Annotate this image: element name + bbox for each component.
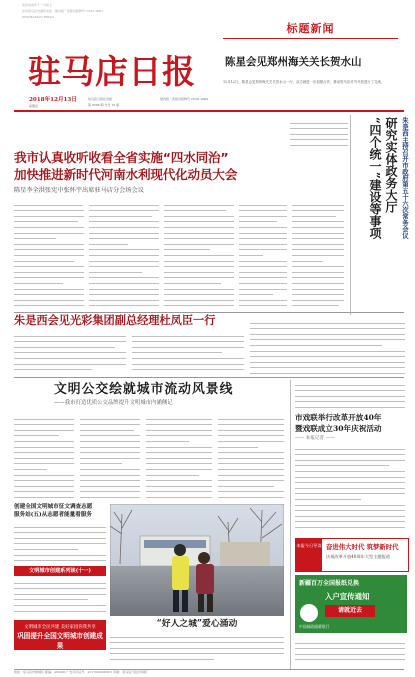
second-story-title[interactable]: 朱是西会见光彩集团副总经理杜凤臣一行 [14, 314, 216, 327]
feature-photo-caption: “好人之城”爱心涌动 [156, 619, 238, 629]
ad-2[interactable] [295, 575, 407, 633]
lunar-line: 农历戊戌年十一月初七 [22, 3, 53, 7]
right-story [354, 115, 409, 315]
ad-1-title: 奋进伟大时代 筑梦新时代 [326, 543, 399, 551]
masthead-rule [14, 110, 404, 112]
banner-2-title-1: 文明城市全民共建 美好家园你我共享 [24, 625, 96, 630]
ad-2-title-2: 入户宣传通知 [325, 592, 370, 601]
feature-story-col-2 [80, 414, 140, 500]
right-story-title-2[interactable]: “四个统一”建设等事项 [368, 117, 382, 239]
feature-story-title[interactable]: 文明公交绘就城市流动风景线 [54, 382, 234, 397]
feature-story-col-3 [146, 414, 212, 500]
right-story-text [290, 118, 348, 148]
lead-story-col-5 [292, 200, 344, 310]
second-story-text-c [250, 318, 405, 374]
banner-2-title-2: 巩固提升全国文明城市创建成果 [17, 632, 103, 650]
headline-news-box [223, 22, 398, 104]
right-lower-text-top [295, 380, 405, 410]
postal-logo-icon [300, 604, 318, 622]
second-story-text-a [14, 331, 126, 371]
sidebar-story-text [14, 522, 106, 564]
feature-story-col-1 [14, 414, 74, 500]
feature-photo-text [110, 632, 284, 662]
reform-story-subtitle: —— 本报记者 —— [295, 436, 335, 441]
banner-2[interactable] [14, 620, 106, 650]
ad-1-sub: 庆祝改革开放40周年大型主题报道 [326, 554, 390, 559]
lead-story-col-4 [239, 200, 287, 310]
banner-1[interactable]: 文明城市创建系列谈(十一) [14, 566, 106, 576]
lead-story [14, 150, 344, 310]
ad-2-unit: 中国邮政储蓄银行 [299, 624, 330, 629]
right-story-title-1[interactable]: 研究实体政务大厅 [384, 117, 398, 213]
masthead-title: 驻马店日报 [28, 52, 196, 91]
second-story-text-b [132, 331, 244, 371]
feature-photo-image [110, 504, 284, 616]
lead-story-title-2[interactable]: 加快推进新时代河南水利现代化动员大会 [14, 167, 238, 182]
reform-story-title-2[interactable]: 暨戏联成立30年庆祝活动 [295, 424, 382, 433]
reform-story [295, 413, 407, 533]
headline-news-title[interactable]: 陈星会见郑州海关关长贺水山 [225, 56, 362, 68]
info-line: 中共驻马店市委机关报 · 国内统一连续出版物号 CN41-0082 [22, 9, 104, 13]
masthead [0, 0, 415, 108]
ad-2-cta[interactable]: 请就近去 [325, 605, 375, 617]
info-publisher: 驻马店日报社出版 [88, 97, 113, 101]
footer-text: 地址：驻马店市驿城区 邮编：463000 广告许可证号：4117004000001 印刷：驻马店日报社印刷厂 [14, 670, 150, 674]
sidebar-story [14, 504, 106, 664]
ad-1[interactable] [295, 538, 409, 572]
lead-story-col-2 [89, 200, 159, 310]
feature-story [14, 380, 284, 670]
reform-story-text [295, 444, 405, 533]
info-issue: 第 8598 期 今日 16 版 [88, 103, 120, 107]
ad-1-kicker: 本报今日导读 [296, 539, 322, 571]
reform-story-title-1[interactable]: 市戏联举行改革开放40年 [295, 413, 382, 422]
lead-story-col-1 [14, 200, 84, 310]
headline-news-label: 标题新闻 [286, 22, 335, 35]
lead-story-title-1[interactable]: 我市认真收听收看全省实施“四水同治” [14, 150, 229, 165]
right-story-kicker: 朱是西主持召开市政府第五十六次常务会议 [401, 117, 409, 239]
second-story [14, 314, 244, 374]
weekday: 星期四 [29, 104, 39, 108]
ad-2-title-1: 新疆百万全国报纸兑换 [299, 580, 360, 587]
right-lower-text-bottom [295, 638, 405, 664]
sidebar-story-title-1[interactable]: 创建全国文明城市征文调查志愿 [14, 504, 93, 510]
info-code: 国内统一连续出版物号 CN41-0082 [160, 97, 209, 101]
sidebar-story-title-2[interactable]: 服务站(五)从志愿者能量看服务 [14, 512, 93, 518]
pinyin: ZHUMADIAN RIBAO [22, 15, 55, 19]
feature-story-subtitle: ——我市打造优质公交品牌提升文明城市内涵侧记 [54, 400, 173, 406]
publish-date: 2018年12月13日 [29, 97, 77, 103]
feature-photo [110, 504, 284, 616]
feature-story-col-4 [218, 414, 284, 500]
headline-news-summary: 12月12日，陈星会见郑州海关关长贺水山一行，双方就进一步加强合作、推动驻马店对外开放进行了交流。 [223, 80, 385, 84]
banner-1-text [14, 578, 106, 616]
lead-story-subtitle: 陈星李全洪张宪中张怀宇出席驻马店分会场会议 [14, 187, 144, 194]
lead-story-col-3 [164, 200, 234, 310]
